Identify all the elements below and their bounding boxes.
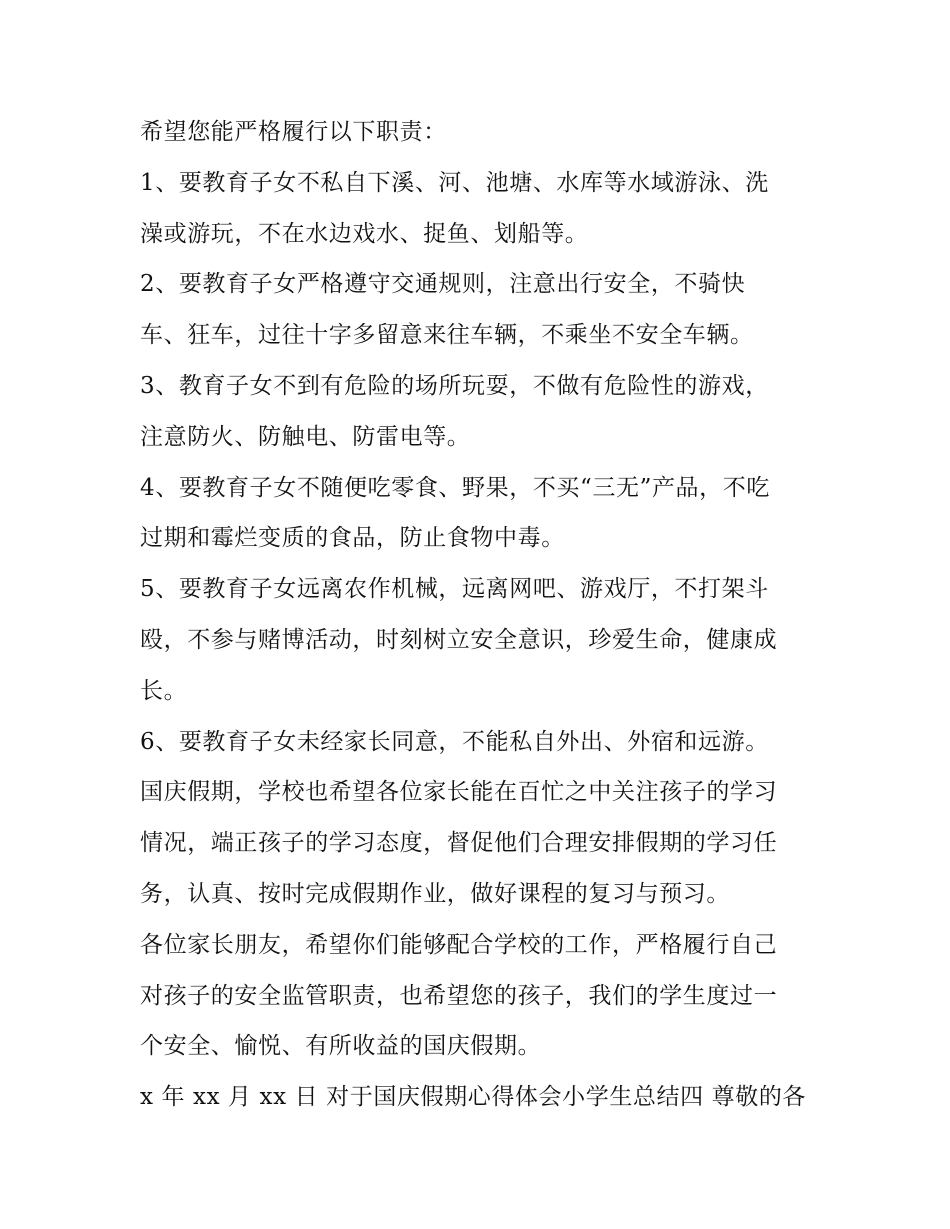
duty-2-line-2: 车、狂车，过往十字多留意来往车辆，不乘坐不安全车辆。	[140, 322, 754, 349]
document-body	[140, 107, 820, 1123]
duty-5-line-3: 长。	[140, 677, 188, 704]
duty-4-line-1: 4、要教育子女不随便吃零食、野果，不买“三无”产品，不吃	[140, 474, 770, 501]
duty-2-line-1: 2、要教育子女严格遵守交通规则，注意出行安全，不骑快	[140, 271, 746, 298]
duty-5-line-2: 殴，不参与赌博活动，时刻树立安全意识，珍爱生命，健康成	[140, 626, 778, 653]
duty-5-line-1: 5、要教育子女远离农作机械，远离网吧、游戏厅，不打架斗	[140, 576, 769, 603]
duty-3-line-2: 注意防火、防触电、防雷电等。	[140, 423, 471, 450]
intro-line: 希望您能严格履行以下职责：	[140, 119, 447, 145]
study-paragraph-line-2: 情况，端正孩子的学习态度，督促他们合理安排假期的学习任	[140, 830, 778, 857]
duty-1-line-1: 1、要教育子女不私自下溪、河、池塘、水库等水域游泳、洗	[140, 169, 769, 196]
date-and-next-title-line: x 年 xx 月 xx 日 对于国庆假期心得体会小学生总结四 尊敬的各	[140, 1084, 807, 1111]
closing-paragraph-line-1: 各位家长朋友，希望你们能够配合学校的工作，严格履行自己	[140, 931, 778, 958]
duty-4-line-2: 过期和霉烂变质的食品，防止食物中毒。	[140, 525, 565, 552]
study-paragraph-line-3: 务，认真、按时完成假期作业，做好课程的复习与预习。	[140, 880, 730, 907]
duty-1-line-2: 澡或游玩，不在水边戏水、捉鱼、划船等。	[140, 220, 589, 247]
closing-paragraph-line-2: 对孩子的安全监管职责，也希望您的孩子，我们的学生度过一	[140, 982, 778, 1009]
duty-3-line-1: 3、教育子女不到有危险的场所玩耍，不做有危险性的游戏，	[140, 372, 769, 399]
closing-paragraph-line-3: 个安全、愉悦、有所收益的国庆假期。	[140, 1033, 542, 1060]
study-paragraph-line-1: 国庆假期，学校也希望各位家长能在百忙之中关注孩子的学习	[140, 779, 778, 806]
duty-6-line-1: 6、要教育子女未经家长同意，不能私自外出、外宿和远游。	[140, 728, 769, 755]
